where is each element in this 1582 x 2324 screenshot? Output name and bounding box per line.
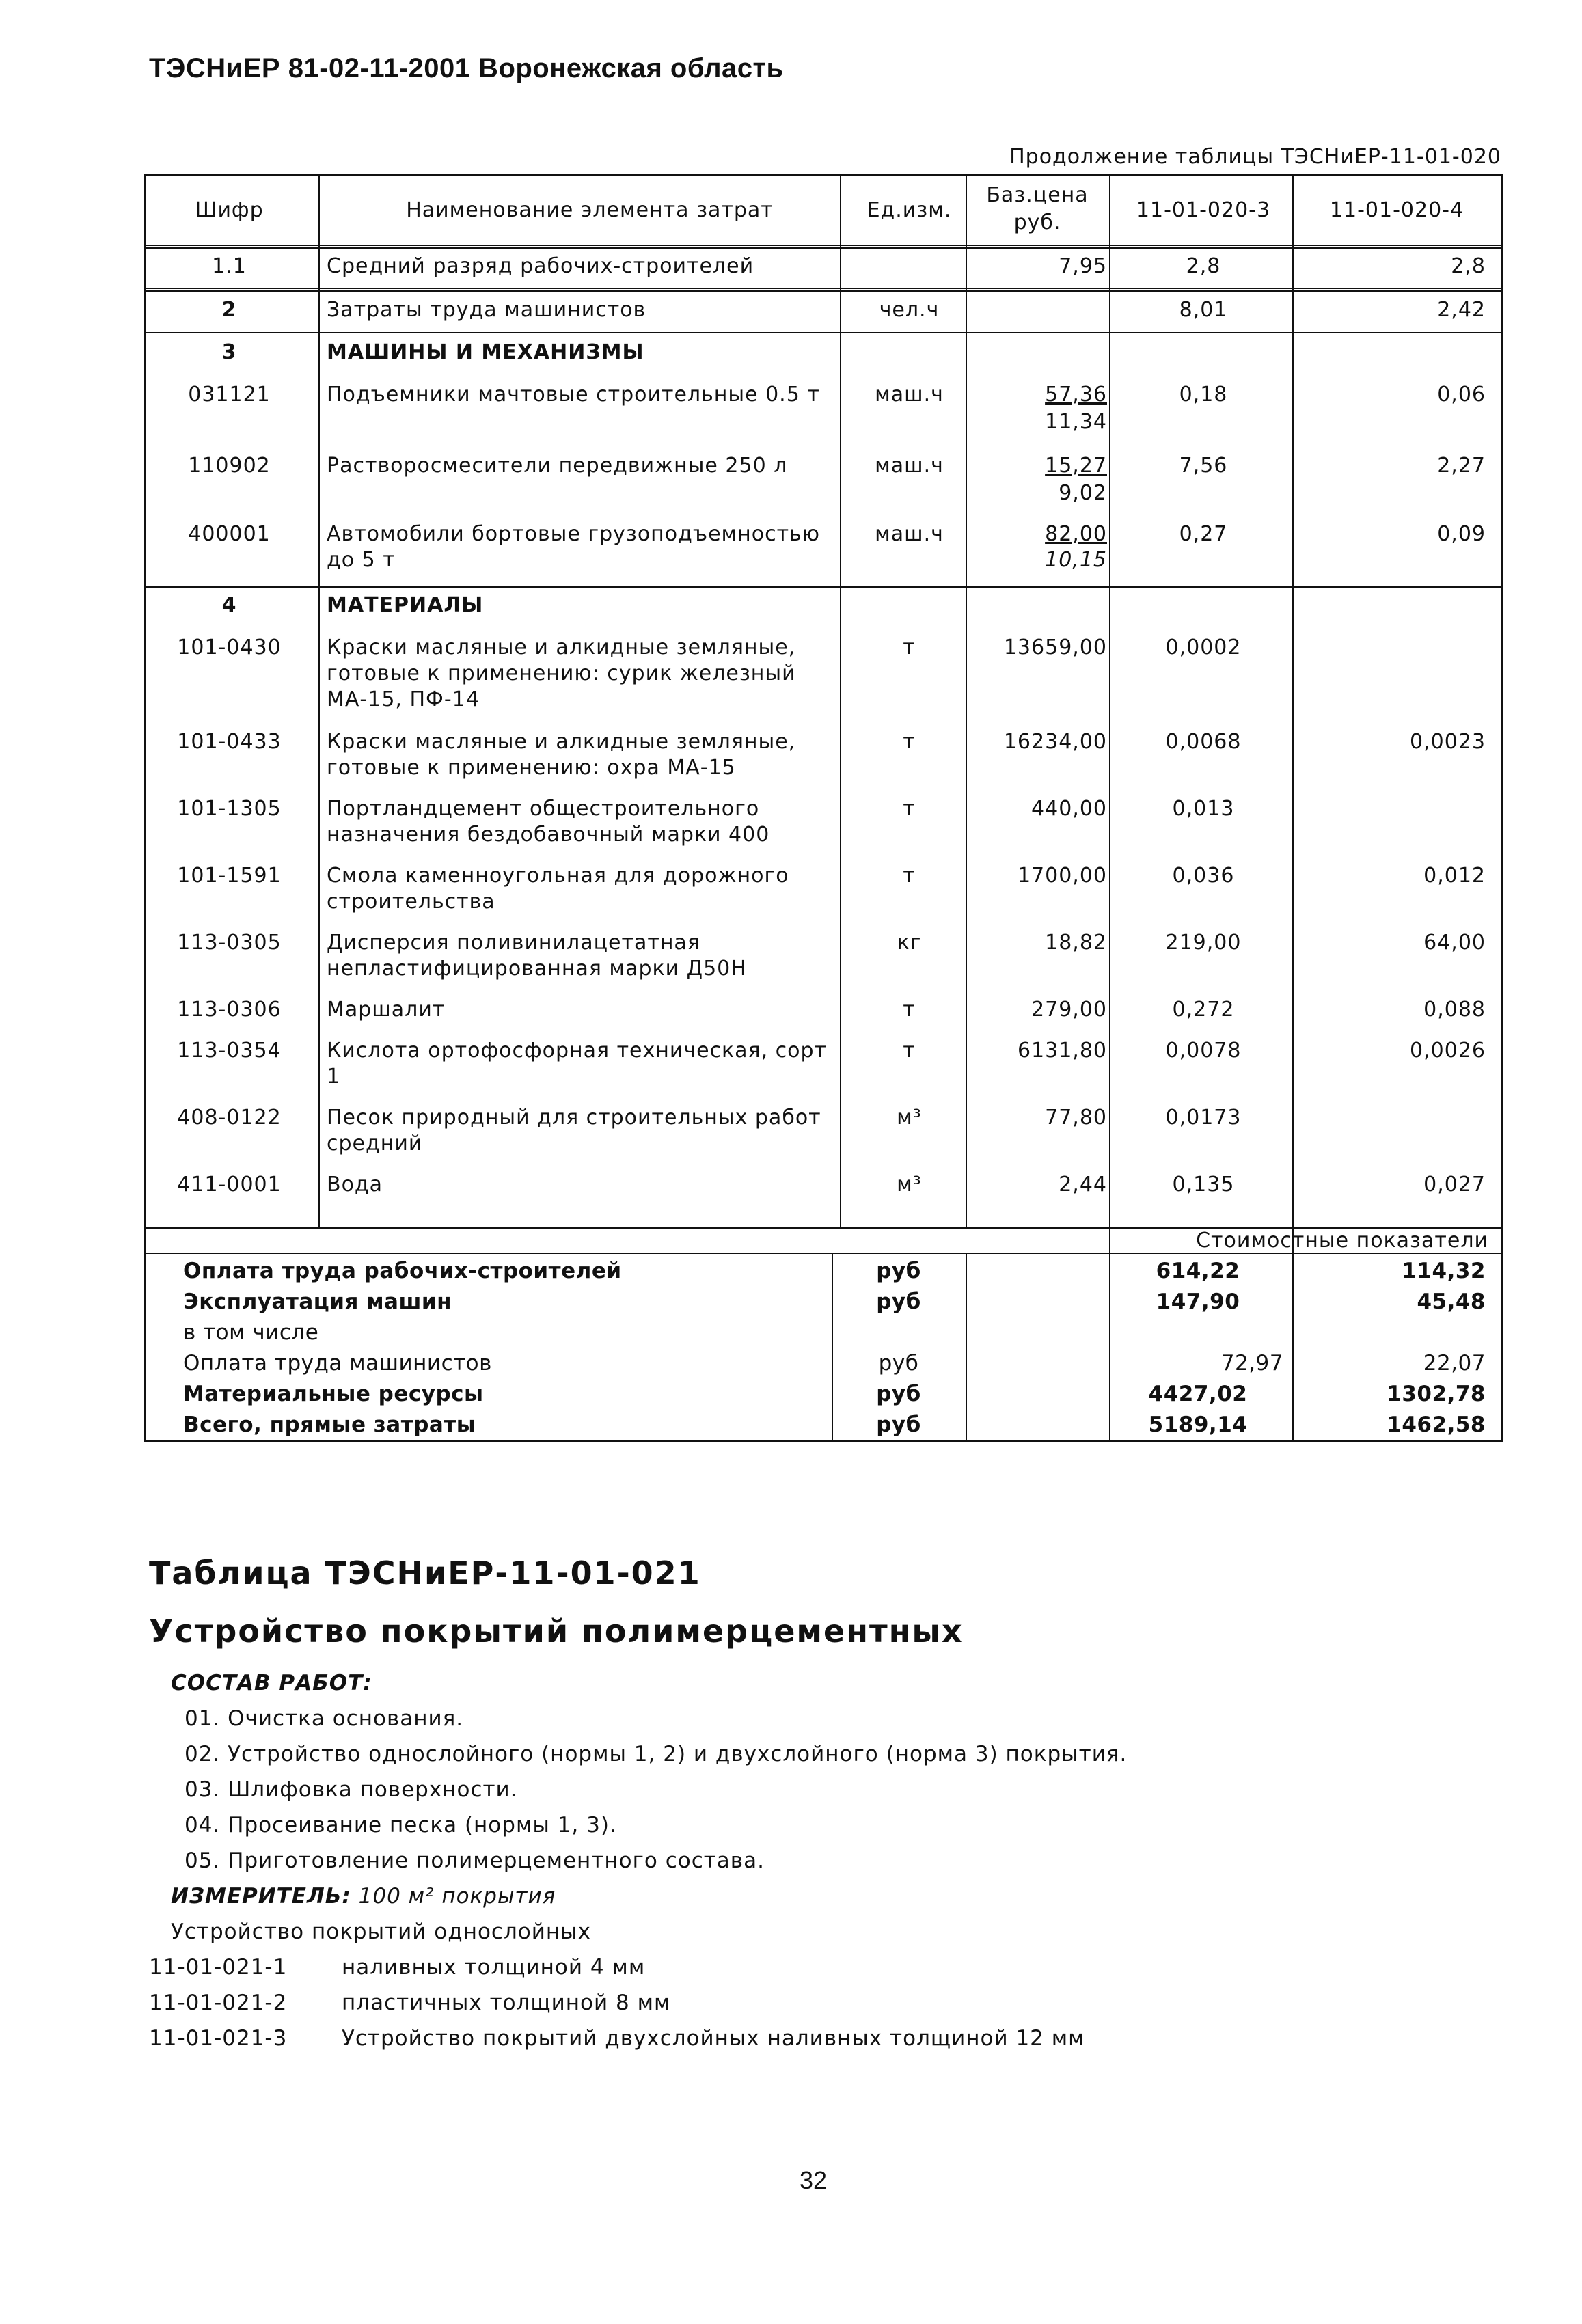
- table-row-v1: 2,8: [1186, 254, 1221, 278]
- table-row-price: 57,36: [1045, 383, 1107, 407]
- table-row-code: 101-0433: [177, 730, 282, 754]
- table-row-v1: 0,0002: [1165, 635, 1242, 659]
- table-row-name: Дисперсия поливинилацетатная: [327, 931, 700, 955]
- table-row-v1: 0,272: [1172, 998, 1235, 1022]
- table-row-price-machinist: 11,34: [1045, 410, 1107, 434]
- col-header-code: Шифр: [195, 198, 264, 222]
- table-row-name-cont: готовые к применению: охра МА-15: [327, 756, 736, 780]
- table-title: Таблица ТЭСНиЕР-11-01-021: [149, 1555, 701, 1591]
- summary-label: Оплата труда рабочих-строителей: [183, 1259, 622, 1283]
- table-row-price: 1700,00: [1017, 864, 1107, 888]
- summary-v1: 614,22: [1156, 1259, 1240, 1283]
- item-code: 11-01-021-2: [149, 1991, 288, 2015]
- table-row-name-cont: 1: [327, 1065, 341, 1089]
- summary-v1: 147,90: [1156, 1289, 1240, 1314]
- summary-label: Эксплуатация машин: [183, 1289, 452, 1314]
- table-row-unit: т: [903, 1039, 916, 1063]
- table-row-code: 400001: [188, 522, 271, 546]
- table-row-name: Вода: [327, 1173, 383, 1197]
- table-row-price: 7,95: [1059, 254, 1107, 278]
- summary-label: Оплата труда машинистов: [183, 1351, 492, 1376]
- table-row-v1: 0,18: [1179, 383, 1228, 407]
- table-row-unit: т: [903, 730, 916, 754]
- summary-label: Всего, прямые затраты: [183, 1412, 476, 1437]
- summary-v1: 72,97: [1220, 1351, 1283, 1376]
- col-header-name: Наименование элемента затрат: [406, 198, 774, 222]
- summary-v2: 22,07: [1423, 1351, 1486, 1376]
- table-row-v2: 2,27: [1437, 454, 1486, 478]
- summary-label: в том числе: [183, 1320, 319, 1345]
- table-row-v1: 7,56: [1179, 454, 1228, 478]
- col-header-price: Баз.цена: [986, 183, 1089, 207]
- table-row-v1: 0,036: [1172, 864, 1235, 888]
- table-row-name: Смола каменноугольная для дорожного: [327, 864, 789, 888]
- table-row-code: 113-0354: [177, 1039, 282, 1063]
- section-code: 4: [221, 593, 237, 617]
- table-row-v2: 0,0026: [1410, 1039, 1486, 1063]
- table-row-unit: маш.ч: [875, 454, 944, 478]
- table-row-v1: 219,00: [1165, 931, 1242, 955]
- page-header: ТЭСНиЕР 81-02-11-2001 Воронежская область: [149, 53, 784, 83]
- table-row-v2: 0,012: [1423, 864, 1486, 888]
- section-code: 3: [221, 340, 237, 364]
- meter-label: ИЗМЕРИТЕЛЬ:: [171, 1884, 351, 1909]
- table-row-code: 101-1305: [177, 797, 282, 821]
- summary-label: Материальные ресурсы: [183, 1382, 484, 1406]
- table-row-name: Затраты труда машинистов: [327, 298, 646, 322]
- table-row-price: 18,82: [1045, 931, 1107, 955]
- table-row-code: 113-0306: [177, 998, 282, 1022]
- table-row-name: Автомобили бортовые грузоподъемностью: [327, 522, 821, 546]
- work-item: 01. Очистка основания.: [185, 1706, 464, 1731]
- table-row-name: Портландцемент общестроительного: [327, 797, 760, 821]
- table-row-name: Маршалит: [327, 998, 446, 1022]
- table-row-unit: м³: [897, 1106, 922, 1130]
- table-row-code: 031121: [188, 383, 271, 407]
- table-row-v1: 0,0068: [1165, 730, 1242, 754]
- group-label: Устройство покрытий однослойных: [171, 1919, 591, 1944]
- item-text: пластичных толщиной 8 мм: [342, 1991, 671, 2015]
- table-row-name: Краски масляные и алкидные земляные,: [327, 635, 796, 659]
- table-row-unit: маш.ч: [875, 522, 944, 546]
- table-row-price-machinist: 9,02: [1059, 481, 1107, 505]
- table-row-name: Песок природный для строительных работ: [327, 1106, 821, 1130]
- summary-v2: 1462,58: [1387, 1412, 1486, 1437]
- table-row-v2: 2,42: [1437, 298, 1486, 322]
- table-row-v1: 0,0078: [1165, 1039, 1242, 1063]
- col-header-price-unit: руб.: [1013, 210, 1061, 234]
- table-row-v1: 0,0173: [1165, 1106, 1242, 1130]
- summary-v2: 1302,78: [1387, 1382, 1486, 1406]
- table-row-code: 408-0122: [177, 1106, 282, 1130]
- table-row-name-cont: назначения бездобавочный марки 400: [327, 823, 770, 847]
- resource-table: [144, 174, 1503, 1442]
- table-row-price: 2,44: [1059, 1173, 1107, 1197]
- table-row-unit: т: [903, 635, 916, 659]
- summary-unit: руб: [876, 1289, 921, 1314]
- page-number: 32: [800, 2166, 828, 2194]
- table-row-code: 101-0430: [177, 635, 282, 659]
- table-row-code: 101-1591: [177, 864, 282, 888]
- table-row-price: 77,80: [1045, 1106, 1107, 1130]
- table-row-v2: 0,09: [1437, 522, 1486, 546]
- table-row-v1: 0,013: [1172, 797, 1235, 821]
- section-title: МАШИНЫ И МЕХАНИЗМЫ: [327, 340, 644, 364]
- table-row-code: 411-0001: [177, 1173, 282, 1197]
- summary-unit: руб: [876, 1259, 921, 1283]
- works-label: СОСТАВ РАБОТ:: [171, 1671, 372, 1695]
- table-row-price: 16234,00: [1003, 730, 1107, 754]
- table-row-name-cont: строительства: [327, 890, 495, 914]
- table-row-v2: 0,06: [1437, 383, 1486, 407]
- table-row-price: 82,00: [1045, 522, 1107, 546]
- table-row-v2: 64,00: [1423, 931, 1486, 955]
- table-row-name-cont: средний: [327, 1132, 423, 1156]
- summary-unit: руб: [876, 1382, 921, 1406]
- table-row-unit: чел.ч: [879, 298, 940, 322]
- section-subtitle: Устройство покрытий полимерцементных: [149, 1613, 964, 1650]
- work-item: 04. Просеивание песка (нормы 1, 3).: [185, 1813, 617, 1837]
- work-item: 05. Приготовление полимерцементного состава.: [185, 1848, 765, 1873]
- summary-unit: руб: [876, 1412, 921, 1437]
- meter-value: 100 м² покрытия: [358, 1884, 556, 1909]
- table-row-code: 113-0305: [177, 931, 282, 955]
- table-row-price: 279,00: [1031, 998, 1107, 1022]
- table-row-unit: маш.ч: [875, 383, 944, 407]
- item-text: наливных толщиной 4 мм: [342, 1955, 646, 1980]
- table-row-name-cont: до 5 т: [327, 548, 396, 572]
- table-row-code: 2: [221, 298, 237, 322]
- work-item: 03. Шлифовка поверхности.: [185, 1777, 518, 1802]
- item-code: 11-01-021-3: [149, 2026, 288, 2051]
- cost-indicators-header: Стоимостные показатели: [1196, 1229, 1488, 1253]
- table-row-name: Средний разряд рабочих-строителей: [327, 254, 754, 278]
- table-row-unit: кг: [897, 931, 922, 955]
- table-row-price: 6131,80: [1017, 1039, 1107, 1063]
- table-row-price-machinist: 10,15: [1045, 548, 1107, 572]
- table-row-v2: 0,088: [1423, 998, 1486, 1022]
- table-row-price: 15,27: [1045, 454, 1107, 478]
- table-row-name: Кислота ортофосфорная техническая, сорт: [327, 1039, 828, 1063]
- summary-unit: руб: [878, 1351, 919, 1376]
- col-header-v2: 11-01-020-4: [1329, 198, 1464, 222]
- table-row-name: Краски масляные и алкидные земляные,: [327, 730, 796, 754]
- table-row-v2: 2,8: [1451, 254, 1486, 278]
- table-row-name-cont: МА-15, ПФ-14: [327, 687, 480, 711]
- table-row-unit: т: [903, 864, 916, 888]
- table-row-name-cont: непластифицированная марки Д50Н: [327, 957, 747, 981]
- table-row-v1: 8,01: [1179, 298, 1228, 322]
- table-row-code: 110902: [188, 454, 271, 478]
- table-row-name-cont: готовые к применению: сурик железный: [327, 661, 796, 685]
- col-header-unit: Ед.изм.: [867, 198, 952, 222]
- table-row-v2: 0,027: [1423, 1173, 1486, 1197]
- section-title: МАТЕРИАЛЫ: [327, 593, 484, 617]
- table-continuation-label: Продолжение таблицы ТЭСНиЕР-11-01-020: [1009, 145, 1501, 169]
- summary-v1: 5189,14: [1148, 1412, 1248, 1437]
- col-header-v1: 11-01-020-3: [1136, 198, 1271, 222]
- table-row-unit: т: [903, 797, 916, 821]
- summary-v2: 114,32: [1402, 1259, 1486, 1283]
- table-row-unit: м³: [897, 1173, 922, 1197]
- summary-v1: 4427,02: [1148, 1382, 1248, 1406]
- table-row-name: Подъемники мачтовые строительные 0.5 т: [327, 383, 820, 407]
- work-item: 02. Устройство однослойного (нормы 1, 2) и двухслойного (норма 3) покрытия.: [185, 1742, 1128, 1766]
- table-row-price: 13659,00: [1003, 635, 1107, 659]
- item-code: 11-01-021-1: [149, 1955, 288, 1980]
- table-row-name: Растворосмесители передвижные 250 л: [327, 454, 788, 478]
- table-row-v1: 0,135: [1172, 1173, 1235, 1197]
- item-text: Устройство покрытий двухслойных наливных толщиной 12 мм: [342, 2026, 1085, 2051]
- table-row-v2: 0,0023: [1410, 730, 1486, 754]
- table-row-code: 1.1: [212, 254, 247, 278]
- table-row-v1: 0,27: [1179, 522, 1228, 546]
- table-row-unit: т: [903, 998, 916, 1022]
- table-row-price: 440,00: [1031, 797, 1107, 821]
- summary-v2: 45,48: [1417, 1289, 1486, 1314]
